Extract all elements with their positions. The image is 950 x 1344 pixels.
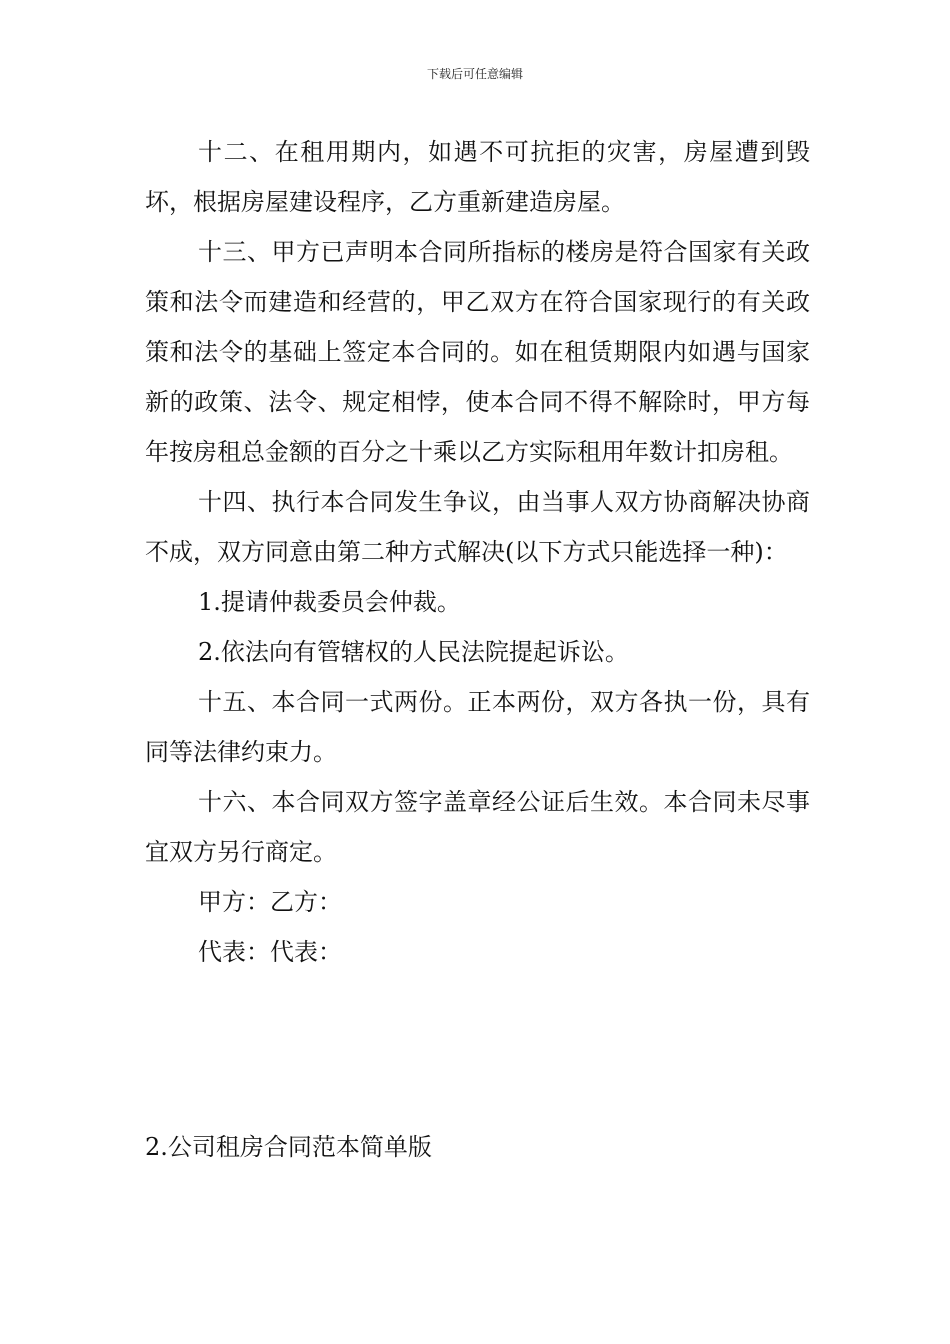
document-body — [145, 127, 810, 977]
party-signature-line: 甲方：乙方： — [198, 888, 342, 916]
clause-16: 十六、本合同双方签字盖章经公证后生效。本合同未尽事宜双方另行商定。 — [145, 788, 810, 866]
representative-signature-line: 代表：代表： — [198, 938, 342, 966]
section-title: 2.公司租房合同范本简单版 — [145, 1133, 432, 1161]
clause-15: 十五、本合同一式两份。正本两份，双方各执一份，具有同等法律约束力。 — [145, 688, 810, 766]
header-note: 下载后可任意编辑 — [426, 67, 523, 81]
clause-14-option-2: 2.依法向有管辖权的人民法院提起诉讼。 — [198, 638, 629, 666]
clause-14-option-1: 1.提请仲裁委员会仲裁。 — [198, 588, 461, 616]
clause-14: 十四、执行本合同发生争议，由当事人双方协商解决协商不成，双方同意由第二种方式解决(以下方式只能选择一种)： — [145, 488, 810, 566]
clause-13: 十三、甲方已声明本合同所指标的楼房是符合国家有关政策和法令而建造和经营的，甲乙双方在符合国家现行的有关政策和法令的基础上签定本合同的。如在租赁期限内如遇与国家新的政策、法令、规定相悖，使本合同不得不解除时，甲方每年按房租总金额的百分之十乘以乙方实际租用年数计扣房租。 — [145, 238, 810, 466]
clause-12: 十二、在租用期内，如遇不可抗拒的灾害，房屋遭到毁坏，根据房屋建设程序，乙方重新建造房屋。 — [145, 138, 810, 216]
